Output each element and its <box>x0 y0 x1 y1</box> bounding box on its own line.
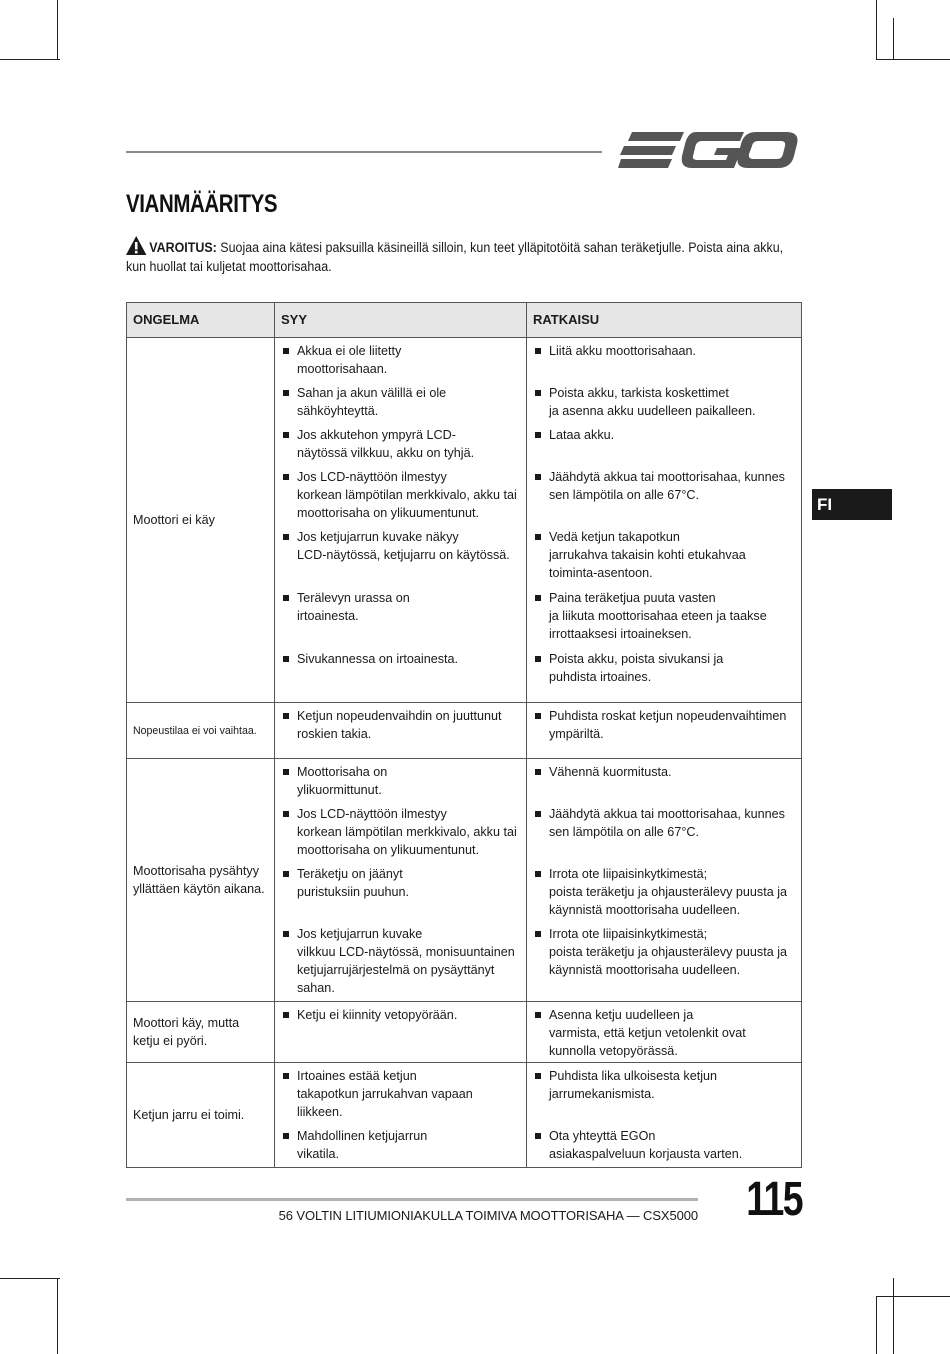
table-row <box>127 338 802 703</box>
solution-item: Ota yhteyttä EGOn asiakaspalveluun korjausta varten. <box>533 1127 795 1163</box>
problem-text: Moottori ei käy <box>133 513 215 527</box>
cause-item: Jos LCD-näyttöön ilmestyy korkean lämpötilan merkkivalo, akku tai moottorisaha on ylikuumentunut. <box>281 805 520 865</box>
column-header: ONGELMA <box>127 303 275 338</box>
cause-cell <box>275 703 527 759</box>
solution-item: Vedä ketjun takapotkun jarrukahva takaisin kohti etukahvaa toiminta-asentoon. <box>533 528 795 589</box>
table-row <box>127 1063 802 1168</box>
cause-item: Ketjun nopeudenvaihdin on juuttunut roskien takia. <box>281 707 520 752</box>
cause-item: Jos ketjujarrun kuvake vilkkuu LCD-näytössä, monisuuntainen ketjujarrujärjestelmä on pysäyttänyt sahan. <box>281 925 520 997</box>
crop-mark <box>876 0 877 60</box>
solution-cell <box>527 703 802 759</box>
solution-cell <box>527 1002 802 1063</box>
solution-item: Jäähdytä akkua tai moottorisahaa, kunnes sen lämpötila on alle 67°C. <box>533 468 795 528</box>
solution-cell <box>527 1063 802 1168</box>
table-row <box>127 759 802 1002</box>
solution-item: Puhdista lika ulkoisesta ketjun jarrumekanismista. <box>533 1067 795 1127</box>
warning-icon <box>126 236 146 255</box>
cause-item: Jos LCD-näyttöön ilmestyy korkean lämpötilan merkkivalo, akku tai moottorisaha on ylikuumentunut. <box>281 468 520 528</box>
crop-mark <box>893 18 894 60</box>
cause-item: Jos akkutehon ympyrä LCD- näytössä vilkkuu, akku on tyhjä. <box>281 426 520 468</box>
table-header-row <box>127 303 802 338</box>
table-row <box>127 703 802 759</box>
cause-item: Akkua ei ole liitetty moottorisahaan. <box>281 342 520 384</box>
column-header: SYY <box>275 303 527 338</box>
crop-mark <box>876 59 950 60</box>
header-rule <box>126 151 602 153</box>
cause-cell <box>275 1063 527 1168</box>
solution-item: Jäähdytä akkua tai moottorisahaa, kunnes sen lämpötila on alle 67°C. <box>533 805 795 865</box>
column-header: RATKAISU <box>527 303 802 338</box>
solution-cell <box>527 338 802 703</box>
ego-logo <box>618 128 800 172</box>
problem-cell <box>127 1002 275 1063</box>
table-row <box>127 1002 802 1063</box>
language-tab: FI <box>812 489 892 520</box>
cause-cell <box>275 338 527 703</box>
problem-cell <box>127 338 275 703</box>
page-title: VIANMÄÄRITYS <box>126 190 278 218</box>
cause-item: Terälevyn urassa on irtoainesta. <box>281 589 520 650</box>
solution-item: Puhdista roskat ketjun nopeudenvaihtimen ympäriltä. <box>533 707 795 752</box>
problem-text: Ketjun jarru ei toimi. <box>133 1108 245 1122</box>
crop-mark <box>57 1278 58 1354</box>
cause-item: Moottorisaha on ylikuormittunut. <box>281 763 520 805</box>
problem-text: Moottorisaha pysähtyy yllättäen käytön aikana. <box>133 864 265 896</box>
cause-item: Sivukannessa on irtoainesta. <box>281 650 520 693</box>
cause-item: Teräketju on jäänyt puristuksiin puuhun. <box>281 865 520 925</box>
warning-text: Suojaa aina kätesi paksuilla käsineillä silloin, kun teet ylläpitotöitä sahan teräketjulle. Poista aina akku, kun huollat tai kuljetat moottorisahaa. <box>126 240 784 274</box>
warning-notice <box>126 236 802 276</box>
solution-item: Liitä akku moottorisahaan. <box>533 342 795 384</box>
cause-item: Irtoaines estää ketjun takapotkun jarrukahvan vapaan liikkeen. <box>281 1067 520 1127</box>
solution-cell <box>527 759 802 1002</box>
crop-mark <box>876 1296 950 1297</box>
solution-item: Irrota ote liipaisinkytkimestä; poista teräketju ja ohjausterälevy puusta ja käynnistä moottorisaha uudelleen. <box>533 925 795 997</box>
problem-cell <box>127 1063 275 1168</box>
cause-cell <box>275 1002 527 1063</box>
crop-mark <box>893 1278 894 1354</box>
crop-mark <box>876 1296 877 1354</box>
cause-cell <box>275 759 527 1002</box>
solution-item: Poista akku, tarkista koskettimet ja asenna akku uudelleen paikalleen. <box>533 384 795 426</box>
problem-text: Moottori käy, mutta ketju ei pyöri. <box>133 1016 240 1048</box>
solution-item: Vähennä kuormitusta. <box>533 763 795 805</box>
troubleshooting-table <box>126 302 802 1168</box>
crop-mark <box>0 59 60 60</box>
cause-item: Ketju ei kiinnity vetopyörään. <box>281 1006 520 1058</box>
problem-cell <box>127 759 275 1002</box>
solution-item: Irrota ote liipaisinkytkimestä; poista teräketju ja ohjausterälevy puusta ja käynnistä moottorisaha uudelleen. <box>533 865 795 925</box>
footer-title: 56 VOLTIN LITIUMIONIAKULLA TOIMIVA MOOTTORISAHA — CSX5000 <box>278 1208 698 1223</box>
footer-rule <box>126 1198 698 1201</box>
solution-item: Lataa akku. <box>533 426 795 468</box>
warning-label: VAROITUS: <box>149 240 217 255</box>
solution-item: Poista akku, poista sivukansi ja puhdista irtoaines. <box>533 650 795 693</box>
cause-item: Sahan ja akun välillä ei ole sähköyhteyttä. <box>281 384 520 426</box>
solution-item: Asenna ketju uudelleen ja varmista, että ketjun vetolenkit ovat kunnolla vetopyörässä. <box>533 1006 795 1058</box>
cause-item: Mahdollinen ketjujarrun vikatila. <box>281 1127 520 1163</box>
problem-text: Nopeustilaa ei voi vaihtaa. <box>133 724 257 737</box>
page-number: 115 <box>746 1173 802 1226</box>
problem-cell <box>127 703 275 759</box>
crop-mark <box>0 1278 60 1279</box>
crop-mark <box>57 0 58 60</box>
cause-item: Jos ketjujarrun kuvake näkyy LCD-näytössä, ketjujarru on käytössä. <box>281 528 520 589</box>
solution-item: Paina teräketjua puuta vasten ja liikuta moottorisahaa eteen ja taakse irrottaaksesi irtoaineksen. <box>533 589 795 650</box>
